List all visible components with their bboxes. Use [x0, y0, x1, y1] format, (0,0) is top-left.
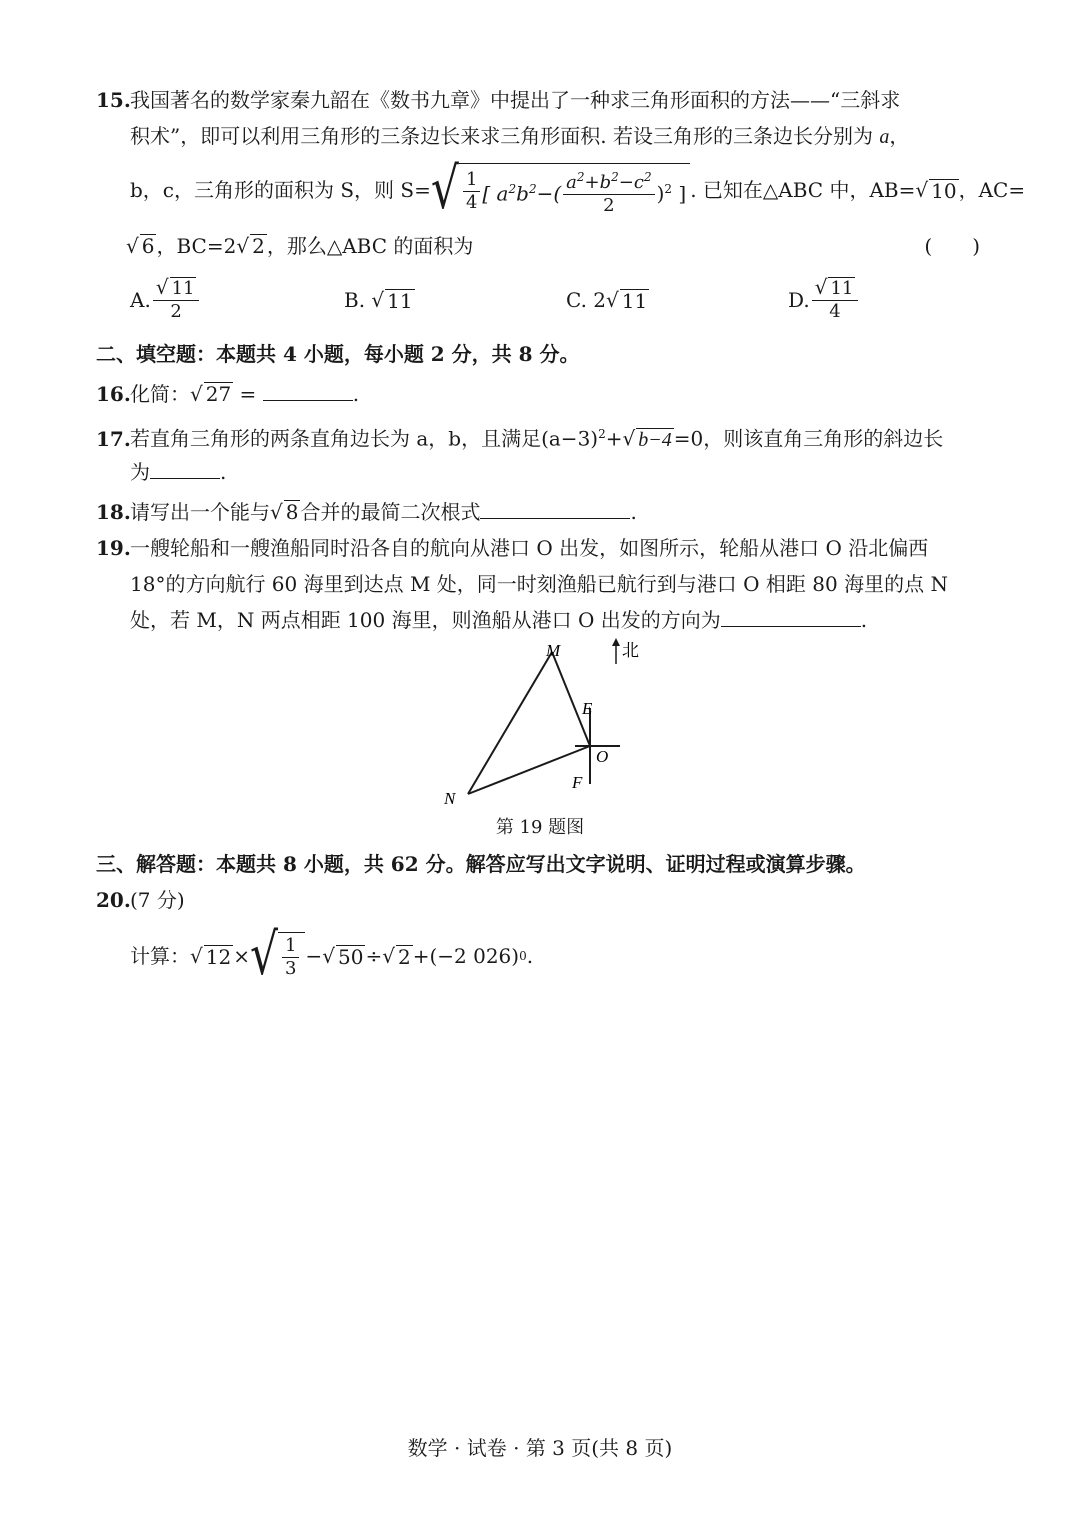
option-a-radicand: 11: [171, 278, 195, 299]
north-arrowhead: [612, 638, 620, 646]
q20-minus: −: [305, 944, 323, 968]
label-f: F: [572, 773, 583, 792]
q19-line1: [96, 534, 928, 562]
q15-number: 15.: [96, 88, 131, 112]
q18-radicand: 8: [285, 500, 299, 524]
q16-answer-blank[interactable]: [263, 380, 353, 401]
q15-text-3b: . 已知在△ABC 中，AB=: [690, 178, 916, 202]
q18-answer-blank[interactable]: [480, 498, 630, 519]
q20-frac-den: 3: [285, 958, 297, 979]
label-n: N: [444, 789, 456, 808]
q16-equals: =: [233, 382, 257, 406]
page-footer: 数学 · 试卷 · 第 3 页(共 8 页): [407, 1436, 673, 1460]
q15-text-2: 积术”，即可以利用三角形的三条边长来求三角形面积. 若设三角形的三条边长分别为: [130, 124, 873, 148]
q17-radicand: b−4: [638, 428, 672, 451]
figure-19-caption: 第 19 题图: [495, 817, 585, 838]
q18-text-1: 请写出一个能与: [130, 500, 270, 524]
q15-answer-paren: ( ): [924, 234, 980, 258]
option-d-label: D.: [788, 287, 810, 312]
q19-text-2: 18°的方向航行 60 海里到达点 M 处，同一时刻渔船已航行到与港口 O 相距 80 海里的点 N: [130, 572, 948, 596]
q20-tail: +(−2 026): [412, 944, 520, 968]
option-b-radicand: 11: [387, 288, 413, 313]
q18: 18.请写出一个能与√ 8 合并的最简二次根式 .: [96, 500, 637, 524]
q20-rad-2: 2: [397, 944, 411, 969]
q17-answer-blank[interactable]: [150, 458, 220, 479]
q15-line4: √ 6 ，BC=2√ 2 ，那么△ABC 的面积为: [126, 234, 474, 258]
ac-radicand: 6: [141, 234, 155, 258]
option-d-radicand: 11: [830, 278, 854, 299]
q15-line3: b，c，三角形的面积为 S，则 S= √ $\frac{1}{4}$ [ $a^2b^2-$( $\frac{a^2+b^2-c^2}{2}$ )$^2$ ] . 已知在△ABC 中，AB= √ 10 ，AC=: [130, 156, 1026, 223]
option-d-den: 4: [829, 301, 841, 322]
q15-option-d[interactable]: D. $\frac{√ 11}{4}$: [788, 276, 860, 323]
q19-line2: [130, 570, 948, 598]
q15-line2: [130, 122, 909, 151]
q20-number: 20.: [96, 888, 131, 912]
q15-text-3a: b，c，三角形的面积为 S，则 S=: [130, 178, 431, 202]
q16: 16.化简：√ 27 = .: [96, 382, 360, 406]
q19-text-3: 处，若 M，N 两点相距 100 海里，则渔船从港口 O 出发的方向为: [130, 608, 721, 632]
q20-end: .: [526, 944, 534, 968]
q15-text-3c: ，AC=: [958, 178, 1026, 202]
ab-radicand: 10: [931, 178, 957, 203]
q20-text: 计算：: [130, 944, 190, 968]
option-c-label: C. 2: [566, 288, 607, 312]
q20-header: [96, 886, 185, 914]
q16-text: 化简：: [130, 382, 190, 406]
figure-19: [420, 634, 660, 814]
q16-radicand: 27: [205, 382, 232, 406]
option-a-den: 2: [170, 301, 182, 322]
q19-text-1: 一艘轮船和一艘渔船同时沿各自的航向从港口 O 出发，如图所示，轮船从港口 O 沿北偏西: [130, 536, 929, 560]
q20-sqrt-frac: √ $\frac{1}{3}$: [250, 932, 306, 980]
q17-text-2: =0，则该直角三角形的斜边长: [673, 426, 944, 451]
formula-quarter: $\frac{1}{4}$: [463, 169, 480, 214]
option-b-label: B.: [344, 288, 366, 312]
label-o: O: [596, 747, 609, 766]
bc-radicand: 2: [252, 234, 265, 258]
q15-var-a: a: [879, 126, 890, 148]
label-north: 北: [622, 641, 639, 660]
q17-line1: 17.若直角三角形的两条直角边长为 a，b，且满足$(a-3)^2+√$ b−4 =0，则该直角三角形的斜边长: [96, 426, 944, 451]
q15-text-4b: ，那么△ABC 的面积为: [266, 234, 474, 258]
option-c-radicand: 11: [621, 288, 648, 313]
section-3-heading: 三、解答题：本题共 8 小题，共 62 分。解答应写出文字说明、证明过程或演算步骤。: [96, 852, 866, 876]
q20-rad-50: 50: [337, 944, 364, 969]
q15-text-1: 我国著名的数学家秦九韶在《数书九章》中提出了一种求三角形面积的方法——“三斜求: [130, 88, 901, 112]
q20-frac-num: 1: [282, 935, 299, 958]
q17-number: 17.: [96, 426, 131, 451]
q20-expression: 计算： √ 12 × √ $\frac{1}{3}$ − √ 50 ÷ √ 2 +(−2 026) 0 .: [130, 922, 534, 989]
q15-text-4a: ，BC=2: [156, 234, 237, 258]
segment-mn: [468, 652, 552, 794]
q17-line2: 为 .: [130, 460, 227, 484]
formula-inner-frac: $\frac{a^2+b^2-c^2}{2}$: [563, 166, 654, 217]
q19-number: 19.: [96, 536, 131, 560]
q20-div: ÷: [365, 944, 383, 968]
q15-option-b[interactable]: B. √ 11: [344, 288, 413, 313]
q15-comma: ，: [889, 124, 910, 148]
q15-option-a[interactable]: A. $\frac{√ 11}{2}$: [130, 276, 201, 323]
label-m: M: [546, 641, 561, 660]
q20-rad-12: 12: [205, 944, 232, 969]
heron-formula: √ $\frac{1}{4}$ [ $a^2b^2-$( $\frac{a^2+b^2-c^2}{2}$ )$^2$ ]: [431, 163, 690, 217]
q18-text-2: 合并的最简二次根式: [300, 500, 481, 524]
q19-answer-blank[interactable]: [721, 606, 861, 627]
option-a-label: A.: [130, 287, 151, 312]
q18-number: 18.: [96, 500, 131, 524]
q20-exponent: 0: [519, 949, 527, 963]
q20-score: (7 分): [130, 888, 185, 912]
section-2-heading: 二、填空题：本题共 4 小题，每小题 2 分，共 8 分。: [96, 342, 580, 366]
q17-text-3: 为: [130, 460, 150, 484]
q16-number: 16.: [96, 382, 131, 406]
q15-line1: [96, 86, 900, 114]
q15-option-c[interactable]: C. 2 √ 11: [566, 288, 648, 313]
label-e: E: [582, 699, 593, 718]
q19-line3: 处，若 M，N 两点相距 100 海里，则渔船从港口 O 出发的方向为 .: [130, 608, 868, 632]
q17-text-1: 若直角三角形的两条直角边长为 a，b，且满足(a−3): [130, 426, 599, 451]
q20-times: ×: [233, 944, 250, 968]
